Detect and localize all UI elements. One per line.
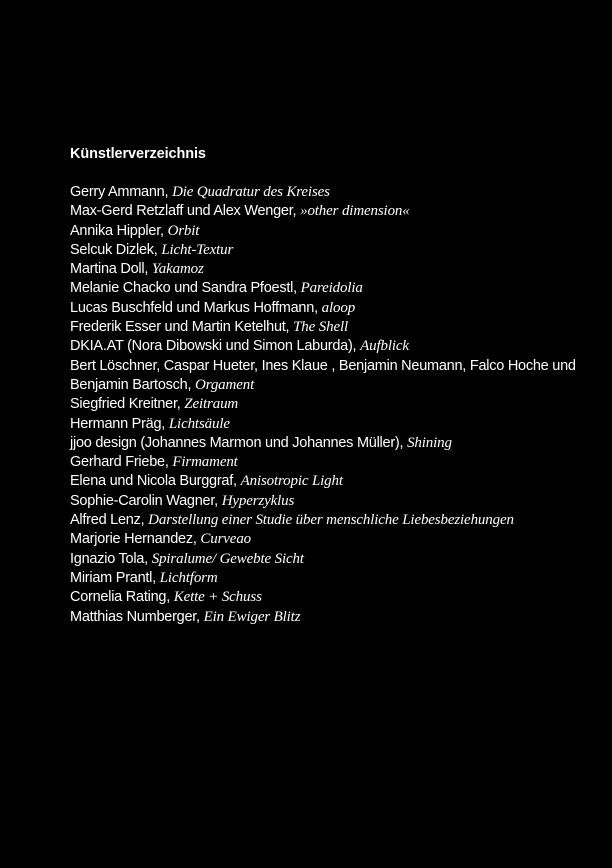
work-title: Lichtform: [159, 569, 218, 586]
artist-name: Miriam Prantl,: [70, 569, 160, 586]
artist-entry: [70, 415, 600, 434]
artist-name: Siegfried Kreitner,: [70, 396, 185, 413]
work-title: Yakamoz: [151, 261, 204, 278]
artist-entry: [70, 357, 600, 396]
artist-name: jjoo design (Johannes Marmon und Johannes Müller),: [70, 434, 408, 451]
work-title: Shining: [407, 434, 452, 451]
artist-name: Bert Löschner, Caspar Hueter, Ines Klaue , Benjamin Neumann, Falco Hoche und Benjamin Bartosch,: [70, 357, 576, 393]
artist-name: Elena und Nicola Burggraf,: [70, 473, 241, 490]
work-title: Spiralume/ Gewebte Sicht: [151, 550, 304, 567]
work-title: Zeitraum: [184, 396, 239, 413]
artist-entry: [70, 472, 600, 491]
artist-name: Melanie Chacko und Sandra Pfoestl,: [70, 280, 301, 297]
artist-name: Matthias Numberger,: [70, 608, 204, 625]
artist-name: Alfred Lenz,: [70, 512, 149, 529]
artist-entry: [70, 395, 600, 414]
artist-entry: [70, 260, 600, 279]
artist-entry: [70, 337, 600, 356]
artist-index: [70, 145, 600, 627]
artist-name: Marjorie Hernandez,: [70, 531, 201, 548]
work-title: Licht-Textur: [161, 241, 234, 258]
artist-entry: [70, 588, 600, 607]
artist-name: Gerhard Friebe,: [70, 454, 173, 471]
work-title: Orbit: [167, 222, 200, 239]
work-title: Orgament: [195, 376, 255, 393]
artist-entry: [70, 183, 600, 202]
work-title: Ein Ewiger Blitz: [203, 608, 301, 625]
work-title: Firmament: [172, 454, 238, 471]
artist-name: Gerry Ammann,: [70, 184, 173, 200]
work-title: Pareidolia: [300, 280, 363, 297]
artist-name: Hermann Präg,: [70, 415, 169, 432]
artist-name: Max-Gerd Retzlaff und Alex Wenger,: [70, 203, 301, 220]
work-title: »other dimension«: [300, 203, 410, 220]
artist-name: Ignazio Tola,: [70, 550, 152, 567]
artist-name: Sophie-Carolin Wagner,: [70, 492, 222, 509]
artist-entry: [70, 434, 600, 453]
work-title: Hyperzyklus: [221, 492, 295, 509]
work-title: The Shell: [293, 319, 349, 336]
work-title: Anisotropic Light: [240, 473, 343, 490]
artist-entry: [70, 530, 600, 549]
artist-entry: [70, 279, 600, 298]
work-title: Lichtsäule: [168, 415, 230, 432]
work-title: Die Quadratur des Kreises: [172, 184, 330, 200]
artist-entry: [70, 453, 600, 472]
artist-entry: [70, 569, 600, 588]
artist-name: DKIA.AT (Nora Dibowski und Simon Laburda),: [70, 338, 361, 355]
page-title: Künstlerverzeichnis: [70, 146, 206, 162]
artist-name: Annika Hippler,: [70, 222, 168, 239]
artist-name: Lucas Buschfeld und Markus Hoffmann,: [70, 299, 322, 316]
artist-entry: [70, 318, 600, 337]
work-title: Aufblick: [360, 338, 409, 355]
work-title: Curveao: [200, 531, 252, 548]
artist-entry: [70, 202, 600, 221]
artist-name: Frederik Esser und Martin Ketelhut,: [70, 319, 294, 336]
artist-entry: [70, 241, 600, 260]
artist-name: Selcuk Dizlek,: [70, 241, 162, 258]
work-title: Kette + Schuss: [173, 589, 262, 606]
work-title: aloop: [321, 299, 356, 316]
artist-entry: [70, 222, 600, 241]
artist-name: Martina Doll,: [70, 261, 152, 278]
artist-list: [70, 183, 600, 627]
artist-entry: [70, 492, 600, 511]
artist-entry: [70, 299, 600, 318]
artist-entry: [70, 608, 600, 627]
work-title: Darstellung einer Studie über menschliche Liebesbeziehungen: [148, 512, 514, 529]
artist-entry: [70, 511, 600, 530]
artist-name: Cornelia Rating,: [70, 589, 174, 606]
artist-entry: [70, 550, 600, 569]
